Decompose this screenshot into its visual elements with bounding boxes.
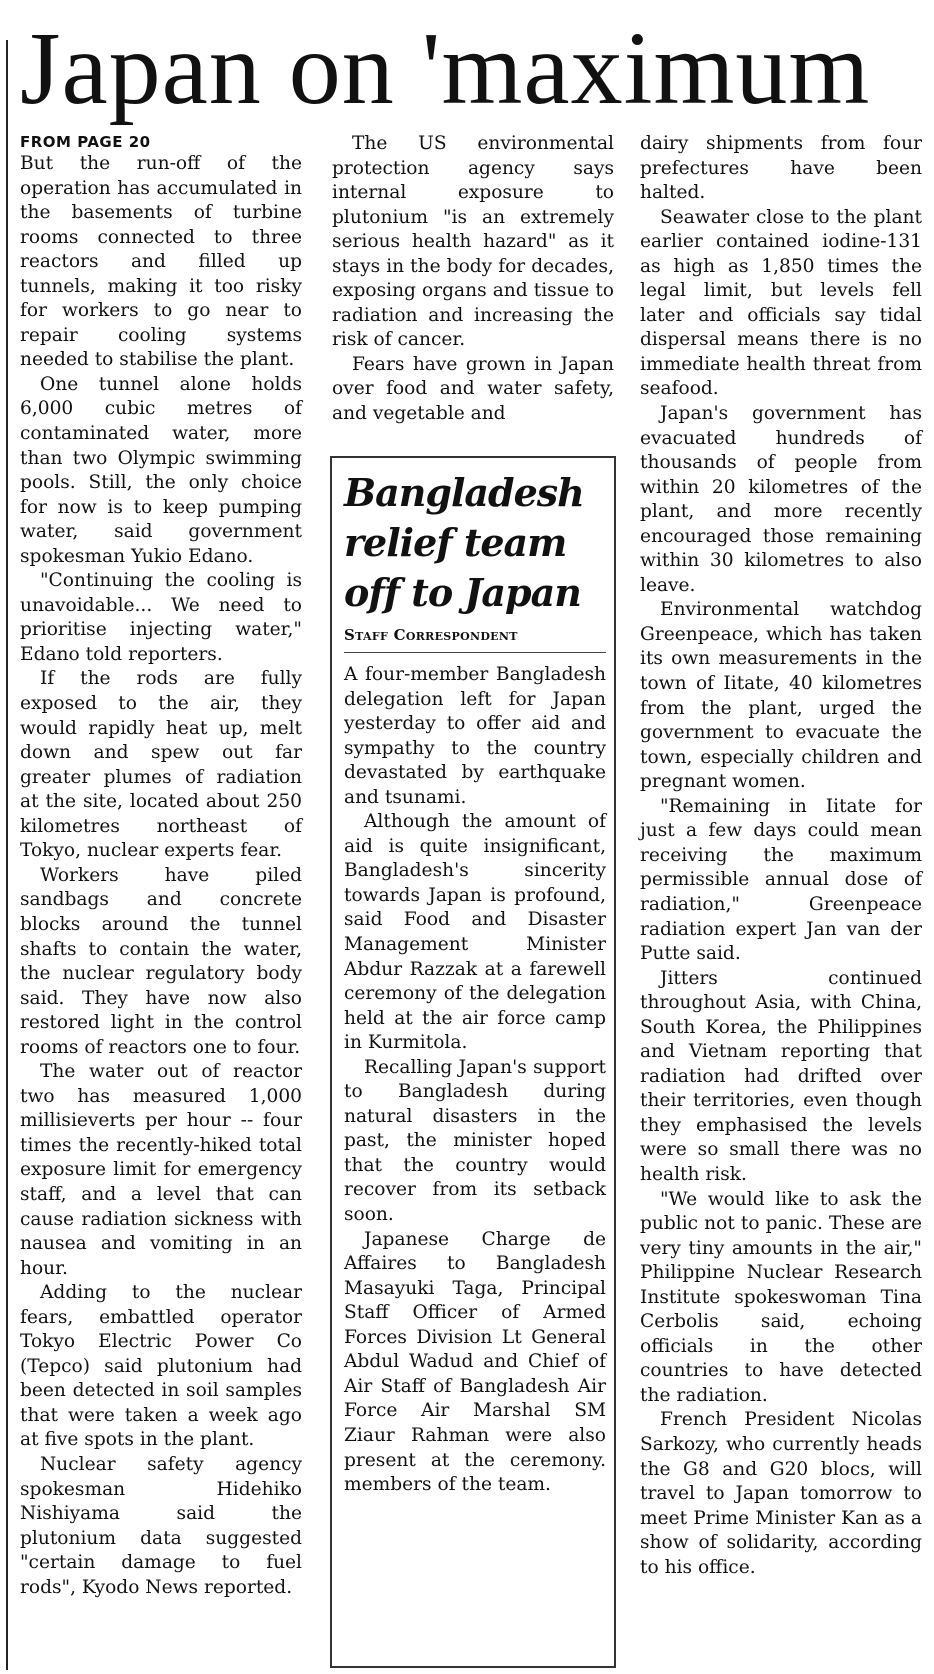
paragraph: Adding to the nuclear fears, embattled operator Tokyo Electric Power Co (Tepco) said plutonium had been detected in soil samples that were taken a week ago at five spots in the plant. [20,1282,302,1451]
paragraph: A four-member Bangladesh delegation left for Japan yesterday to offer aid and sympathy to the country devastated by earthquake and tsunami. [344,664,606,808]
paragraph: Nuclear safety agency spokesman Hidehiko Nishiyama said the plutonium data suggested "certain damage to fuel rods", Kyodo News reported. [20,1453,302,1598]
paragraph: "Remaining in Iitate for just a few days could mean receiving the maximum permissible annual dose of radiation," Greenpeace radiation expert Jan van der Putte said. [640,795,922,965]
sidebar-body [344,663,606,1498]
paragraph: "We would like to ask the public not to panic. These are very tiny amounts in the air," Philippine Nuclear Research Institute spokeswoman Tina Cerbolis said, echoing officials in the other countries to have detected the radiation. [640,1188,922,1406]
paragraph: Japan's government has evacuated hundreds of thousands of people from within 20 kilometres of the plant, and more recently encouraged those remaining within 30 kilometres to also leave. [640,403,922,596]
paragraph: The water out of reactor two has measured 1,000 millisieverts per hour -- four times the recently-hiked total exposure limit for emergency staff, and a level that can cause radiation sickness with nausea and vomiting in an hour. [20,1061,302,1279]
paragraph: Although the amount of aid is quite insignificant, Bangladesh's sincerity towards Japan is profound, said Food and Disaster Management Minister Abdur Razzak at a farewell ceremony of the delegation held at the air force camp in Kurmitola. [344,811,606,1054]
paragraph: Seawater close to the plant earlier contained iodine-131 as high as 1,850 times the legal limit, but levels fell later and officials say tidal dispersal means there is no immediate health threat from seafood. [640,206,922,400]
story-column-2 [332,132,614,427]
jump-label: FROM PAGE 20 [20,133,151,151]
paragraph: dairy shipments from four prefectures have been halted. [640,133,922,204]
paragraph: Fears have grown in Japan over food and water safety, and vegetable and [332,353,614,425]
story-column-3 [640,132,922,1580]
paragraph: "Continuing the cooling is unavoidable... We need to prioritise injecting water," Edano told reporters. [20,570,302,665]
headline: Japan on 'maximum [20,11,871,126]
paragraph: Recalling Japan's support to Bangladesh during natural disasters in the past, the minister hoped that the country would recover from its setback soon. [344,1056,606,1226]
paragraph: But the run-off of the operation has accumulated in the basements of turbine rooms connected to three reactors and filled up tunnels, making it too risky for workers to go near to repair cooling systems needed to stabilise the plant. [20,153,302,371]
paragraph: French President Nicolas Sarkozy, who currently heads the G8 and G20 blocs, will travel to Japan tomorrow to meet Prime Minister Kan as a show of solidarity, according to his office. [640,1409,922,1578]
paragraph: Jitters continued throughout Asia, with China, South Korea, the Philippines and Vietnam reporting that radiation had drifted over their territories, even though they emphasised the levels were so small there was no health risk. [640,967,922,1185]
byline-divider [344,652,606,653]
paragraph: The US environmental protection agency says internal exposure to plutonium "is an extremely serious health hazard" as it stays in the body for decades, exposing organs and tissue to radiation and increasing the risk of cancer. [332,133,614,351]
sidebar-headline: Bangladesh relief team off to Japan [344,470,584,615]
paragraph: Environmental watchdog Greenpeace, which has taken its own measurements in the town of Iitate, 40 kilometres from the plant, urged the government to evacuate the town, especially children and pregnant women. [640,599,922,793]
paragraph: If the rods are fully exposed to the air, they would rapidly heat up, melt down and spew out far greater plumes of radiation at the site, located about 250 kilometres northeast of Tokyo, nuclear experts fear. [20,668,302,862]
byline: Staff Correspondent [344,626,518,644]
story-column-1 [20,132,302,1600]
column-rule [6,40,8,1670]
paragraph: Workers have piled sandbags and concrete blocks around the tunnel shafts to contain the water, the nuclear regulatory body said. They have now also restored light in the control rooms of reactors one to four. [20,864,302,1058]
paragraph: Japanese Charge de Affaires to Bangladesh Masayuki Taga, Principal Staff Officer of Armed Forces Division Lt General Abdul Wadud and Chief of Air Staff of Bangladesh Air Force Air Marshal SM Ziaur Rahman were also present at the ceremony. members of the team. [344,1228,606,1496]
paragraph: One tunnel alone holds 6,000 cubic metres of contaminated water, more than two Olympic swimming pools. Still, the only choice for now is to keep pumping water, said government spokesman Yukio Edano. [20,373,302,567]
sidebar-story [330,456,616,1668]
